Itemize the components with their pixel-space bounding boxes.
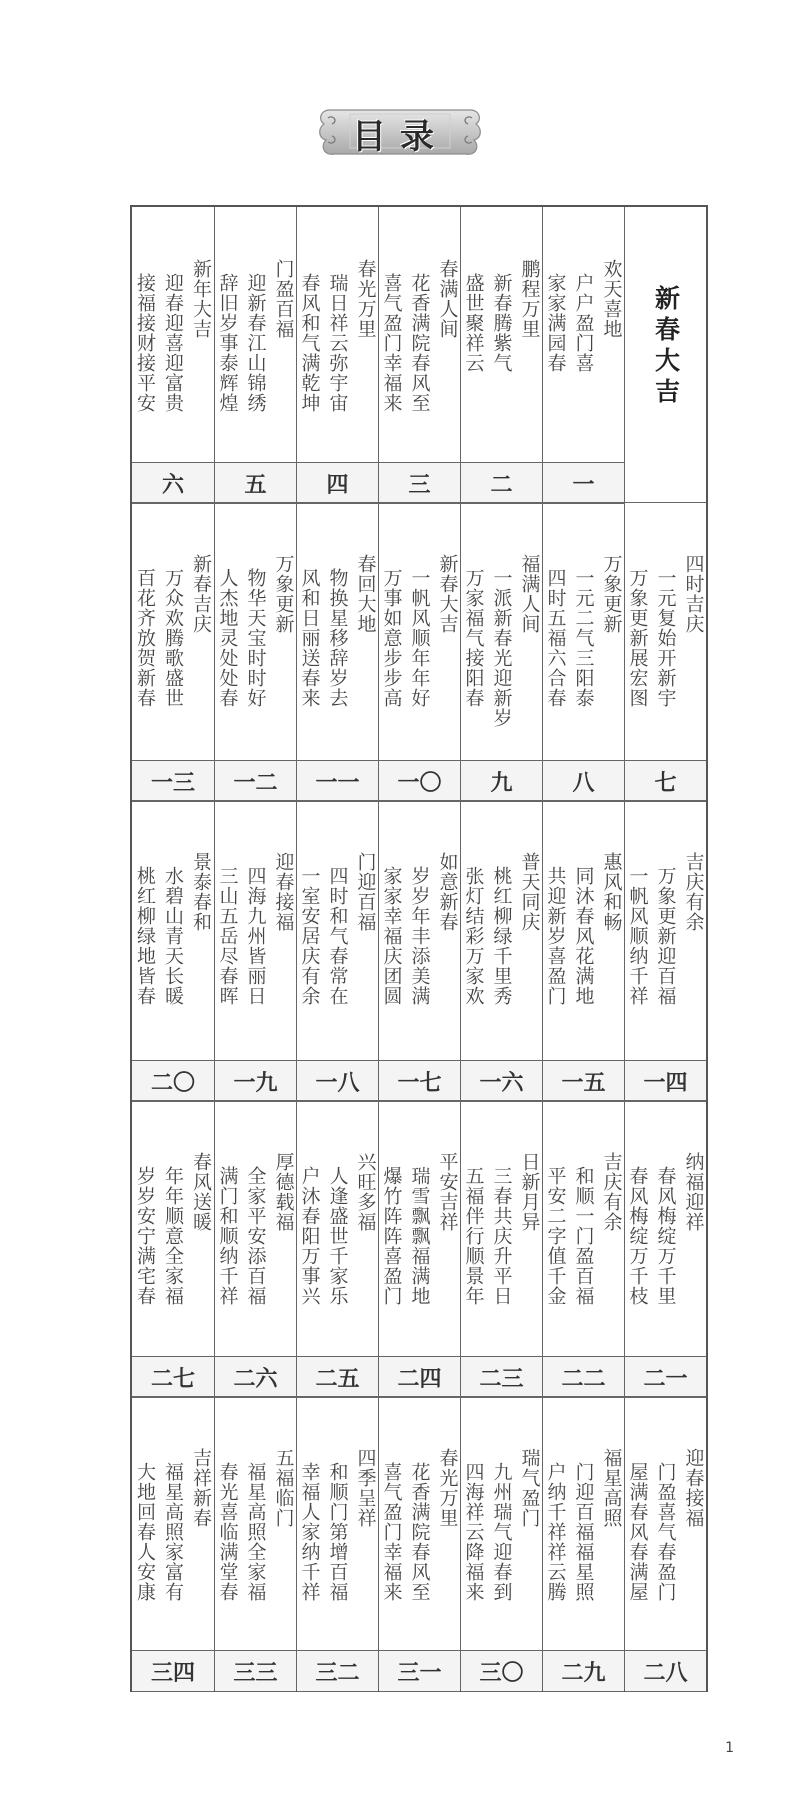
entry-heading: 春满人间 xyxy=(436,259,459,339)
entry-number: 四 xyxy=(297,462,378,504)
entry-heading: 新春吉庆 xyxy=(190,554,212,634)
entry-heading: 万象更新 xyxy=(600,554,623,634)
couplet-line: 福星高照家富有 xyxy=(162,1462,184,1602)
entry-number: 二六 xyxy=(215,1356,296,1398)
toc-entry[interactable] xyxy=(624,1396,706,1690)
toc-entry[interactable] xyxy=(132,800,214,1100)
couplet-line: 万象更新迎百福 xyxy=(654,866,677,1006)
couplet-line: 人逢盛世千家乐 xyxy=(326,1166,349,1306)
toc-entry[interactable] xyxy=(296,1100,378,1396)
toc-entry[interactable] xyxy=(624,502,706,800)
couplet-line: 风和日丽送春来 xyxy=(298,568,321,708)
toc-entry[interactable] xyxy=(214,800,296,1100)
couplet-line: 迎新春江山锦绣 xyxy=(244,273,267,413)
entry-number: 五 xyxy=(215,462,296,504)
entry-number: 三三 xyxy=(215,1650,296,1692)
entry-heading: 迎春接福 xyxy=(682,1448,705,1528)
toc-entry[interactable] xyxy=(214,1100,296,1396)
entry-number: 二七 xyxy=(132,1356,214,1398)
couplet-line: 一元二气三阳泰 xyxy=(572,568,595,708)
couplet-line: 一帆风顺年年好 xyxy=(408,568,431,708)
entry-heading: 春光万里 xyxy=(354,259,377,339)
toc-entry[interactable] xyxy=(460,1396,542,1690)
entry-number: 八 xyxy=(543,760,624,802)
couplet-line: 四时和气春常在 xyxy=(326,866,349,1006)
table-of-contents xyxy=(130,205,708,1692)
entry-heading: 普天同庆 xyxy=(518,852,541,932)
toc-entry[interactable] xyxy=(378,1100,460,1396)
couplet-line: 屋满春风春满屋 xyxy=(626,1462,649,1602)
couplet-line: 万家福气接阳春 xyxy=(462,568,485,708)
entry-heading: 春回大地 xyxy=(354,554,377,634)
entry-heading: 如意新春 xyxy=(436,852,459,932)
entry-number: 一 xyxy=(543,462,624,504)
entry-number: 一四 xyxy=(625,1060,706,1102)
toc-entry[interactable] xyxy=(542,1100,624,1396)
couplet-line: 四海祥云降福来 xyxy=(462,1462,485,1602)
couplet-line: 瑞雪飘飘福满地 xyxy=(408,1166,431,1306)
entry-heading: 惠风和畅 xyxy=(600,852,623,932)
toc-entry[interactable] xyxy=(296,1396,378,1690)
couplet-line: 满门和顺纳千祥 xyxy=(216,1166,239,1306)
entry-number: 二一 xyxy=(625,1356,706,1398)
entry-number: 三一 xyxy=(379,1650,460,1692)
couplet-line: 同沐春风花满地 xyxy=(572,866,595,1006)
toc-entry[interactable] xyxy=(542,502,624,800)
couplet-line: 三山五岳尽春晖 xyxy=(216,866,239,1006)
title-banner xyxy=(0,102,800,162)
couplet-line: 全家平安添百福 xyxy=(244,1166,267,1306)
couplet-line: 春光喜临满堂春 xyxy=(216,1462,239,1602)
toc-entry[interactable] xyxy=(296,502,378,800)
entry-heading: 春光万里 xyxy=(436,1448,459,1528)
entry-number: 一八 xyxy=(297,1060,378,1102)
entry-number: 三二 xyxy=(297,1650,378,1692)
couplet-line: 五福伴行顺景年 xyxy=(462,1166,485,1306)
couplet-line: 盛世聚祥云 xyxy=(462,273,485,373)
entry-number: 六 xyxy=(132,462,214,504)
entry-heading: 鹏程万里 xyxy=(518,259,541,339)
couplet-line: 一元复始开新宇 xyxy=(654,568,677,708)
couplet-line: 一帆风顺纳千祥 xyxy=(626,866,649,1006)
couplet-line: 春风梅绽万千枝 xyxy=(626,1166,649,1306)
entry-heading: 景泰春和 xyxy=(190,852,212,932)
couplet-line: 户纳千祥祥云腾 xyxy=(544,1462,567,1602)
couplet-line: 九州瑞气迎春到 xyxy=(490,1462,513,1602)
couplet-line: 物换星移辞岁去 xyxy=(326,568,349,708)
toc-entry[interactable] xyxy=(542,800,624,1100)
entry-number: 三四 xyxy=(132,1650,214,1692)
couplet-line: 迎春迎喜迎富贵 xyxy=(162,273,184,413)
entry-number: 三 xyxy=(379,462,460,504)
entry-heading: 四时吉庆 xyxy=(682,554,705,634)
entry-heading: 福满人间 xyxy=(518,554,541,634)
entry-heading: 欢天喜地 xyxy=(600,259,623,339)
toc-entry[interactable] xyxy=(132,1396,214,1690)
couplet-line: 门迎百福福星照 xyxy=(572,1462,595,1602)
couplet-line: 花香满院春风至 xyxy=(408,1462,431,1602)
entry-number: 一六 xyxy=(461,1060,542,1102)
toc-entry[interactable] xyxy=(460,1100,542,1396)
toc-entry[interactable] xyxy=(296,207,378,502)
entry-number: 一五 xyxy=(543,1060,624,1102)
couplet-line: 喜气盈门幸福来 xyxy=(380,1462,403,1602)
toc-entry[interactable] xyxy=(624,800,706,1100)
couplet-line: 新春腾紫气 xyxy=(490,273,513,373)
entry-number: 一二 xyxy=(215,760,296,802)
entry-number: 二二 xyxy=(543,1356,624,1398)
couplet-line: 幸福人家纳千祥 xyxy=(298,1462,321,1602)
page-title: 目录 xyxy=(352,117,448,157)
entry-number: 二四 xyxy=(379,1356,460,1398)
toc-entry[interactable] xyxy=(460,502,542,800)
couplet-line: 水碧山青天长暖 xyxy=(162,866,184,1006)
toc-entry[interactable] xyxy=(542,207,624,502)
couplet-line: 万事如意步步高 xyxy=(380,568,403,708)
toc-entry[interactable] xyxy=(132,502,214,800)
entry-heading: 吉祥新春 xyxy=(190,1448,212,1528)
toc-entry[interactable] xyxy=(214,502,296,800)
entry-number: 一三 xyxy=(132,760,214,802)
couplet-line: 岁岁年丰添美满 xyxy=(408,866,431,1006)
couplet-line: 百花齐放贺新春 xyxy=(134,568,156,708)
couplet-line: 平安二字值千金 xyxy=(544,1166,567,1306)
toc-entry[interactable] xyxy=(378,1396,460,1690)
couplet-line: 家家幸福庆团圆 xyxy=(380,866,403,1006)
entry-number: 三〇 xyxy=(461,1650,542,1692)
couplet-line: 桃红柳绿千里秀 xyxy=(490,866,513,1006)
couplet-line: 和顺一门盈百福 xyxy=(572,1166,595,1306)
couplet-line: 福星高照全家福 xyxy=(244,1462,267,1602)
couplet-line: 万象更新展宏图 xyxy=(626,568,649,708)
toc-entry[interactable] xyxy=(542,1396,624,1690)
couplet-line: 和顺门第增百福 xyxy=(326,1462,349,1602)
entry-number: 二九 xyxy=(543,1650,624,1692)
couplet-line: 户沐春阳万事兴 xyxy=(298,1166,321,1306)
entry-heading: 福星高照 xyxy=(600,1448,623,1528)
entry-number: 二八 xyxy=(625,1650,706,1692)
entry-number: 二五 xyxy=(297,1356,378,1398)
toc-entry[interactable] xyxy=(378,502,460,800)
couplet-line: 喜气盈门幸福来 xyxy=(380,273,403,413)
couplet-line: 人杰地灵处处春 xyxy=(216,568,239,708)
toc-entry[interactable] xyxy=(378,800,460,1100)
entry-heading: 门迎百福 xyxy=(354,852,377,932)
couplet-line: 一派新春光迎新岁 xyxy=(490,568,513,728)
toc-entry[interactable] xyxy=(214,1396,296,1690)
couplet-line: 万众欢腾歌盛世 xyxy=(162,568,184,708)
entry-heading: 吉庆有余 xyxy=(682,852,705,932)
couplet-line: 门盈喜气春盈门 xyxy=(654,1462,677,1602)
toc-entry[interactable] xyxy=(214,207,296,502)
couplet-line: 春风和气满乾坤 xyxy=(298,273,321,413)
entry-number: 七 xyxy=(625,760,706,802)
couplet-line: 瑞日祥云弥宇宙 xyxy=(326,273,349,413)
entry-number: 九 xyxy=(461,760,542,802)
section-title: 新春大吉 xyxy=(651,285,681,409)
toc-entry[interactable] xyxy=(296,800,378,1100)
entry-heading: 万象更新 xyxy=(272,554,295,634)
entry-heading: 纳福迎祥 xyxy=(682,1152,705,1232)
entry-number: 二〇 xyxy=(132,1060,214,1102)
couplet-line: 爆竹阵阵喜盈门 xyxy=(380,1166,403,1306)
couplet-line: 四海九州皆丽日 xyxy=(244,866,267,1006)
couplet-line: 物华天宝时时好 xyxy=(244,568,267,708)
section-title-cell xyxy=(624,207,706,502)
entry-number: 二 xyxy=(461,462,542,504)
couplet-line: 花香满院春风至 xyxy=(408,273,431,413)
entry-heading: 兴旺多福 xyxy=(354,1152,377,1232)
couplet-line: 年年顺意全家福 xyxy=(162,1166,184,1306)
couplet-line: 大地回春人安康 xyxy=(134,1462,156,1602)
couplet-line: 桃红柳绿地皆春 xyxy=(134,866,156,1006)
couplet-line: 四时五福六合春 xyxy=(544,568,567,708)
toc-entry[interactable] xyxy=(132,207,214,502)
couplet-line: 三春共庆升平日 xyxy=(490,1166,513,1306)
page-number: 1 xyxy=(725,1740,734,1756)
couplet-line: 接福接财接平安 xyxy=(134,273,156,413)
couplet-line: 共迎新岁喜盈门 xyxy=(544,866,567,1006)
entry-number: 一七 xyxy=(379,1060,460,1102)
entry-heading: 门盈百福 xyxy=(272,259,295,339)
entry-heading: 春风送暖 xyxy=(190,1152,212,1232)
toc-entry[interactable] xyxy=(132,1100,214,1396)
entry-number: 一一 xyxy=(297,760,378,802)
entry-heading: 新春大吉 xyxy=(436,554,459,634)
toc-entry[interactable] xyxy=(460,800,542,1100)
entry-number: 一〇 xyxy=(379,760,460,802)
entry-number: 二三 xyxy=(461,1356,542,1398)
couplet-line: 家家满园春 xyxy=(544,273,567,373)
couplet-line: 一室安居庆有余 xyxy=(298,866,321,1006)
couplet-line: 辞旧岁事泰辉煌 xyxy=(216,273,239,413)
toc-entry[interactable] xyxy=(378,207,460,502)
entry-heading: 厚德载福 xyxy=(272,1152,295,1232)
entry-heading: 五福临门 xyxy=(272,1448,295,1528)
couplet-line: 春风梅绽万千里 xyxy=(654,1166,677,1306)
entry-heading: 平安吉祥 xyxy=(436,1152,459,1232)
entry-heading: 新年大吉 xyxy=(190,259,212,339)
entry-heading: 四季呈祥 xyxy=(354,1448,377,1528)
toc-entry[interactable] xyxy=(460,207,542,502)
entry-heading: 瑞气盈门 xyxy=(518,1448,541,1528)
couplet-line: 户户盈门喜 xyxy=(572,273,595,373)
couplet-line: 张灯结彩万家欢 xyxy=(462,866,485,1006)
toc-entry[interactable] xyxy=(624,1100,706,1396)
entry-heading: 吉庆有余 xyxy=(600,1152,623,1232)
entry-heading: 迎春接福 xyxy=(272,852,295,932)
entry-heading: 日新月异 xyxy=(518,1152,541,1232)
couplet-line: 岁岁安宁满宅春 xyxy=(134,1166,156,1306)
entry-number: 一九 xyxy=(215,1060,296,1102)
